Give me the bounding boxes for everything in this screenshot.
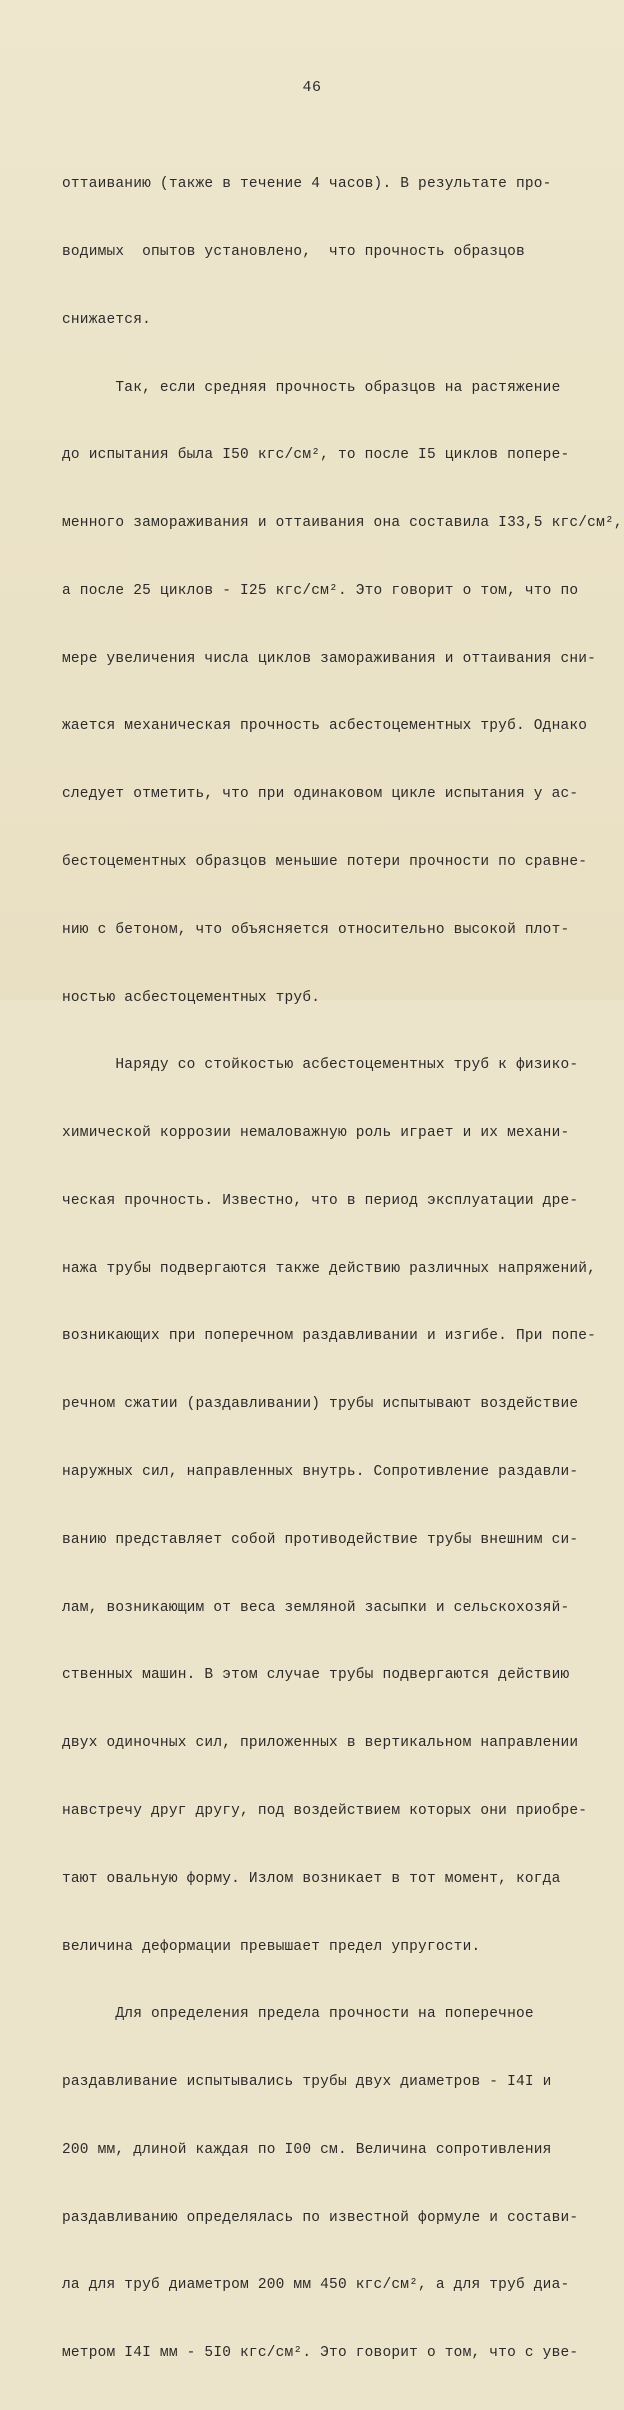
text-line: оттаиванию (также в течение 4 часов). В результате про- <box>62 176 552 193</box>
page-number: 46 <box>302 79 322 96</box>
text-line: метром I4I мм - 5I0 кгс/см². Это говорит о том, что с уве- <box>62 2345 579 2362</box>
body-text <box>62 128 623 2410</box>
text-line: ла для труб диаметром 200 мм 450 кгс/см², а для труб диа- <box>62 2277 570 2294</box>
text-line: Для определения предела прочности на поперечное <box>62 2006 534 2023</box>
text-line: Наряду со стойкостью асбестоцементных труб к физико- <box>62 1057 579 1074</box>
text-line: мере увеличения числа циклов замораживания и оттаивания сни- <box>62 650 597 667</box>
text-line: раздавливанию определялась по известной формуле и состави- <box>62 2209 579 2226</box>
text-line: жается механическая прочность асбестоцементных труб. Однако <box>62 718 588 735</box>
text-line: лам, возникающим от веса земляной засыпки и сельскохозяй- <box>62 1599 570 1616</box>
text-line: менного замораживания и оттаивания она составила I33,5 кгс/см², <box>62 515 623 532</box>
text-line: а после 25 циклов - I25 кгс/см². Это говорит о том, что по <box>62 582 579 599</box>
text-line: речном сжатии (раздавливании) трубы испытывают воздействие <box>62 1396 579 1413</box>
text-line: до испытания была I50 кгс/см², то после I5 циклов попере- <box>62 447 570 464</box>
text-line: раздавливание испытывались трубы двух диаметров - I4I и <box>62 2074 552 2091</box>
text-line: водимых опытов установлено, что прочность образцов <box>62 243 525 260</box>
text-line: ванию представляет собой противодействие трубы внешним си- <box>62 1531 579 1548</box>
text-line: следует отметить, что при одинаковом цикле испытания у ас- <box>62 786 579 803</box>
text-line: наружных сил, направленных внутрь. Сопротивление раздавли- <box>62 1464 579 1481</box>
text-line: снижается. <box>62 311 152 328</box>
text-line: ностью асбестоцементных труб. <box>62 989 321 1006</box>
text-line: возникающих при поперечном раздавливании и изгибе. При попе- <box>62 1328 597 1345</box>
text-line: двух одиночных сил, приложенных в вертикальном направлении <box>62 1735 579 1752</box>
text-line: тают овальную форму. Излом возникает в тот момент, когда <box>62 1870 561 1887</box>
text-line: химической коррозии немаловажную роль играет и их механи- <box>62 1125 570 1142</box>
text-line: бестоцементных образцов меньшие потери прочности по сравне- <box>62 854 588 870</box>
text-line: Так, если средняя прочность образцов на растяжение <box>62 379 561 396</box>
text-line: нажа трубы подвергаются также действию различных напряжений, <box>62 1260 597 1277</box>
text-line: нию с бетоном, что объясняется относительно высокой плот- <box>62 921 570 938</box>
text-line: навстречу друг другу, под воздействием которых они приобре- <box>62 1802 588 1819</box>
text-line: ственных машин. В этом случае трубы подвергаются действию <box>62 1667 570 1684</box>
text-line: ческая прочность. Известно, что в период эксплуатации дре- <box>62 1192 579 1209</box>
text-line: 200 мм, длиной каждая по I00 см. Величина сопротивления <box>62 2141 552 2158</box>
text-line: величина деформации превышает предел упругости. <box>62 1938 481 1955</box>
